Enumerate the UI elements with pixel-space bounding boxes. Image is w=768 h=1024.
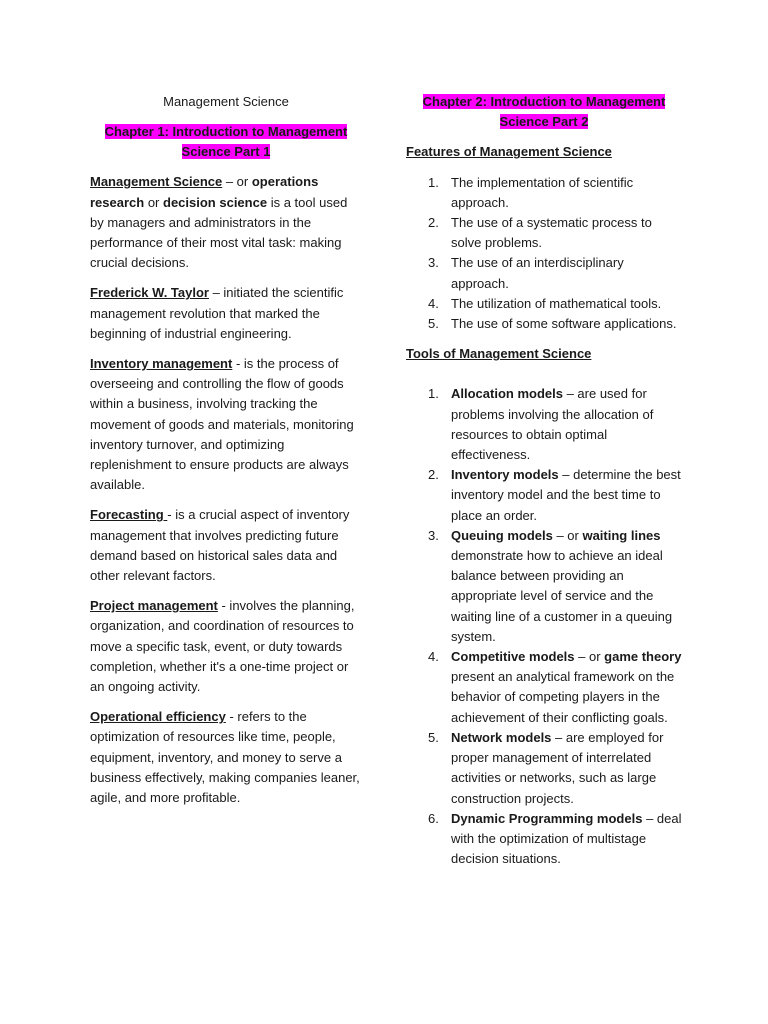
- right-column: [406, 92, 682, 869]
- tool-item: [406, 728, 682, 809]
- features-heading: Features of Management Science: [406, 144, 612, 160]
- bold-phrase: game theory: [604, 649, 682, 665]
- list-number: 3.: [428, 255, 439, 271]
- text-run: - refers to the optimization of resources like time, people, equipment, inventory, and money to serve a business effectively, making companies leaner, agile, and more profitable.: [90, 709, 360, 806]
- document-title: Management Science: [163, 94, 289, 109]
- definition-term: Management Science: [90, 174, 223, 190]
- bold-phrase: Allocation models: [451, 386, 563, 402]
- text-run: – or: [222, 174, 252, 190]
- definition-term: Forecasting: [90, 507, 168, 523]
- list-number: 5.: [428, 316, 439, 332]
- text-run: present an analytical framework on the behavior of competing players in the achievement of their conflicting goals.: [451, 669, 675, 725]
- features-list: [406, 173, 682, 335]
- definitions-list: [90, 172, 362, 808]
- text-run: or: [144, 194, 164, 210]
- bold-phrase: decision science: [163, 194, 268, 210]
- tool-item: [406, 465, 682, 526]
- text-run: is a tool used by managers and administrators in the performance of their most vital task: making crucial decisions.: [90, 194, 348, 271]
- text-run: - involves the planning, organization, and coordination of resources to move a specific task, event, or duty towards completion, whether it's a one-time project or an ongoing activity.: [90, 598, 355, 695]
- bold-phrase: Queuing models: [451, 527, 553, 543]
- feature-item: [406, 314, 682, 334]
- tools-heading: Tools of Management Science: [406, 346, 592, 362]
- bold-phrase: Competitive models: [451, 649, 575, 665]
- text-run: – initiated the scientific management revolution that marked the beginning of industrial engineering.: [90, 285, 344, 341]
- chapter-2-heading-text: Chapter 2: Introduction to Management Science Part 2: [422, 94, 666, 130]
- list-number: 4.: [428, 649, 439, 665]
- definition-term: Operational efficiency: [90, 709, 226, 725]
- list-number: 2.: [428, 467, 439, 483]
- text-run: – deal with the optimization of multistage decision situations.: [451, 810, 682, 867]
- feature-text: The implementation of scientific approach.: [451, 174, 634, 210]
- bold-phrase: Network models: [451, 729, 552, 745]
- text-run: - is the process of overseeing and controlling the flow of goods within a business, involving tracking the movement of goods and materials, monitoring inventory turnover, and optimizing replenishment to ensure products are always available.: [90, 356, 354, 493]
- definition-paragraph: [90, 283, 362, 344]
- feature-item: [406, 294, 682, 314]
- text-run: – are employed for proper management of interrelated activities or networks, such as large construction projects.: [451, 729, 664, 806]
- text-run: – or: [552, 527, 583, 543]
- list-number: 4.: [428, 295, 439, 311]
- text-run: - is a crucial aspect of inventory management that involves predicting future demand based on historical sales data and other relevant factors.: [90, 507, 350, 584]
- definition-paragraph: [90, 172, 362, 273]
- feature-item: [406, 213, 682, 253]
- feature-item: [406, 253, 682, 293]
- list-number: 2.: [428, 215, 439, 231]
- text-run: – are used for problems involving the allocation of resources to obtain optimal effectiveness.: [451, 386, 654, 463]
- definition-term: Inventory management: [90, 356, 233, 372]
- tool-item: [406, 809, 682, 870]
- feature-text: The use of an interdisciplinary approach.: [451, 255, 624, 291]
- list-number: 5.: [428, 729, 439, 745]
- chapter-1-heading-text: Chapter 1: Introduction to Management Science Part 1: [104, 124, 348, 160]
- tools-list: [406, 384, 682, 869]
- bold-phrase: operations research: [90, 174, 319, 210]
- list-number: 1.: [428, 174, 439, 190]
- definition-paragraph: [90, 505, 362, 586]
- text-run: – or: [574, 649, 605, 665]
- left-column: [90, 92, 362, 818]
- feature-text: The utilization of mathematical tools.: [451, 295, 662, 311]
- text-run: – determine the best inventory model and the best time to place an order.: [451, 467, 681, 523]
- bold-phrase: waiting lines: [582, 527, 661, 543]
- chapter-1-heading: [90, 122, 362, 162]
- list-number: 6.: [428, 810, 439, 826]
- definition-paragraph: [90, 596, 362, 697]
- list-number: 1.: [428, 386, 439, 402]
- chapter-2-heading: [406, 92, 682, 132]
- feature-text: The use of a systematic process to solve problems.: [451, 215, 652, 251]
- definition-term: Frederick W. Taylor: [90, 285, 209, 301]
- definition-paragraph: [90, 354, 362, 495]
- tool-item: [406, 526, 682, 647]
- definition-term: Project management: [90, 598, 218, 614]
- bold-phrase: Inventory models: [451, 467, 559, 483]
- tool-item: [406, 384, 682, 465]
- feature-text: The use of some software applications.: [451, 316, 677, 332]
- text-run: demonstrate how to achieve an ideal balance between providing an appropriate level of service and the waiting line of a customer in a queuing system.: [451, 548, 673, 644]
- bold-phrase: Dynamic Programming models: [451, 810, 643, 826]
- definition-paragraph: [90, 707, 362, 808]
- feature-item: [406, 173, 682, 213]
- tool-item: [406, 647, 682, 728]
- list-number: 3.: [428, 527, 439, 543]
